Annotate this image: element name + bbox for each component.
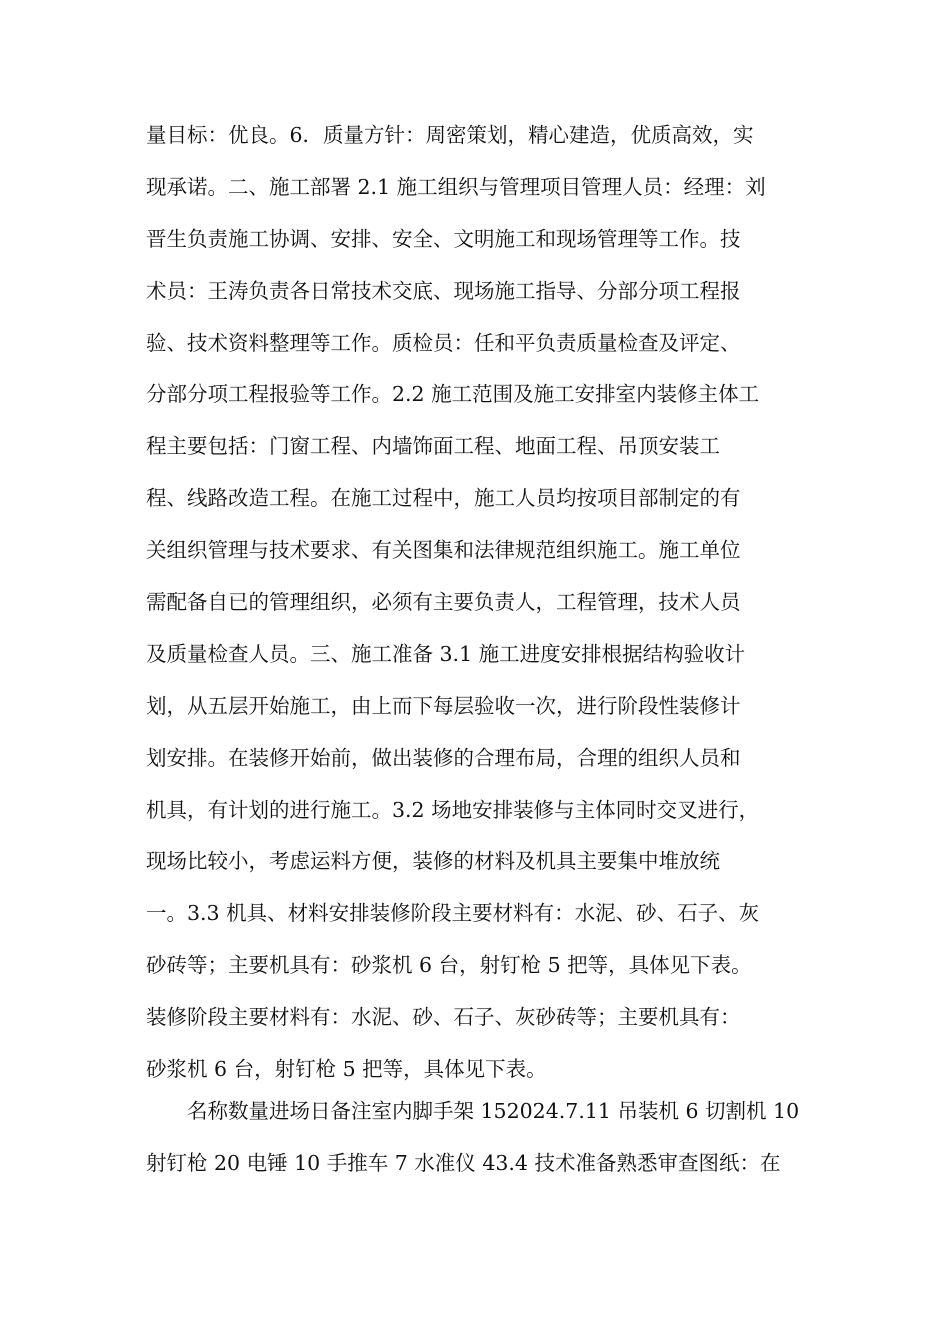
text-line: 及质量检查人员。三、施工准备 3.1 施工进度安排根据结构验收计 [146, 641, 746, 666]
text-line: 一。3.3 机具、材料安排装修阶段主要材料有：水泥、砂、石子、灰 [146, 901, 760, 926]
text-line: 量目标：优良。6．质量方针：周密策划，精心建造，优质高效，实 [146, 123, 754, 147]
text-line: 名称数量进场日备注室内脚手架 152024.7.11 吊装机 6 切割机 10 [187, 1099, 800, 1123]
text-line: 射钉枪 20 电锤 10 手推车 7 水准仪 43.4 技术准备熟悉审查图纸：在 [146, 1150, 781, 1175]
paragraph-main [146, 110, 816, 1096]
text-line: 现场比较小，考虑运料方便，装修的材料及机具主要集中堆放统 [146, 849, 720, 874]
text-line: 需配备自已的管理组织，必须有主要负责人，工程管理，技术人员 [146, 590, 741, 615]
text-line: 砂砖等；主要机具有：砂浆机 6 台，射钉枪 5 把等，具体见下表。 [146, 953, 752, 978]
text-line: 装修阶段主要材料有：水泥、砂、石子、灰砂砖等；主要机具有： [146, 1005, 741, 1030]
text-line: 关组织管理与技术要求、有关图集和法律规范组织施工。施工单位 [146, 538, 741, 563]
text-line: 验、技术资料整理等工作。质检员：任和平负责质量检查及评定、 [146, 330, 741, 355]
paragraph-equipment [146, 1086, 816, 1190]
text-line: 术员：王涛负责各日常技术交底、现场施工指导、分部分项工程报 [146, 278, 741, 303]
text-line: 程、线路改造工程。在施工过程中，施工人员均按项目部制定的有 [146, 486, 741, 511]
text-line: 划安排。在装修开始前，做出装修的合理布局，合理的组织人员和 [146, 745, 741, 770]
text-line: 分部分项工程报验等工作。2.2 施工范围及施工安排室内装修主体工 [146, 382, 760, 407]
text-line: 现承诺。二、施工部署 2.1 施工组织与管理项目管理人员：经理：刘 [146, 174, 766, 199]
text-line: 机具，有计划的进行施工。3.2 场地安排装修与主体同时交叉进行， [146, 797, 760, 822]
text-line: 砂浆机 6 台，射钉枪 5 把等，具体见下表。 [146, 1057, 547, 1082]
text-line: 划，从五层开始施工，由上而下每层验收一次，进行阶段性装修计 [146, 693, 741, 718]
text-line: 晋生负责施工协调、安排、安全、文明施工和现场管理等工作。技 [146, 226, 741, 251]
text-line: 程主要包括：门窗工程、内墙饰面工程、地面工程、吊顶安装工 [146, 434, 720, 459]
